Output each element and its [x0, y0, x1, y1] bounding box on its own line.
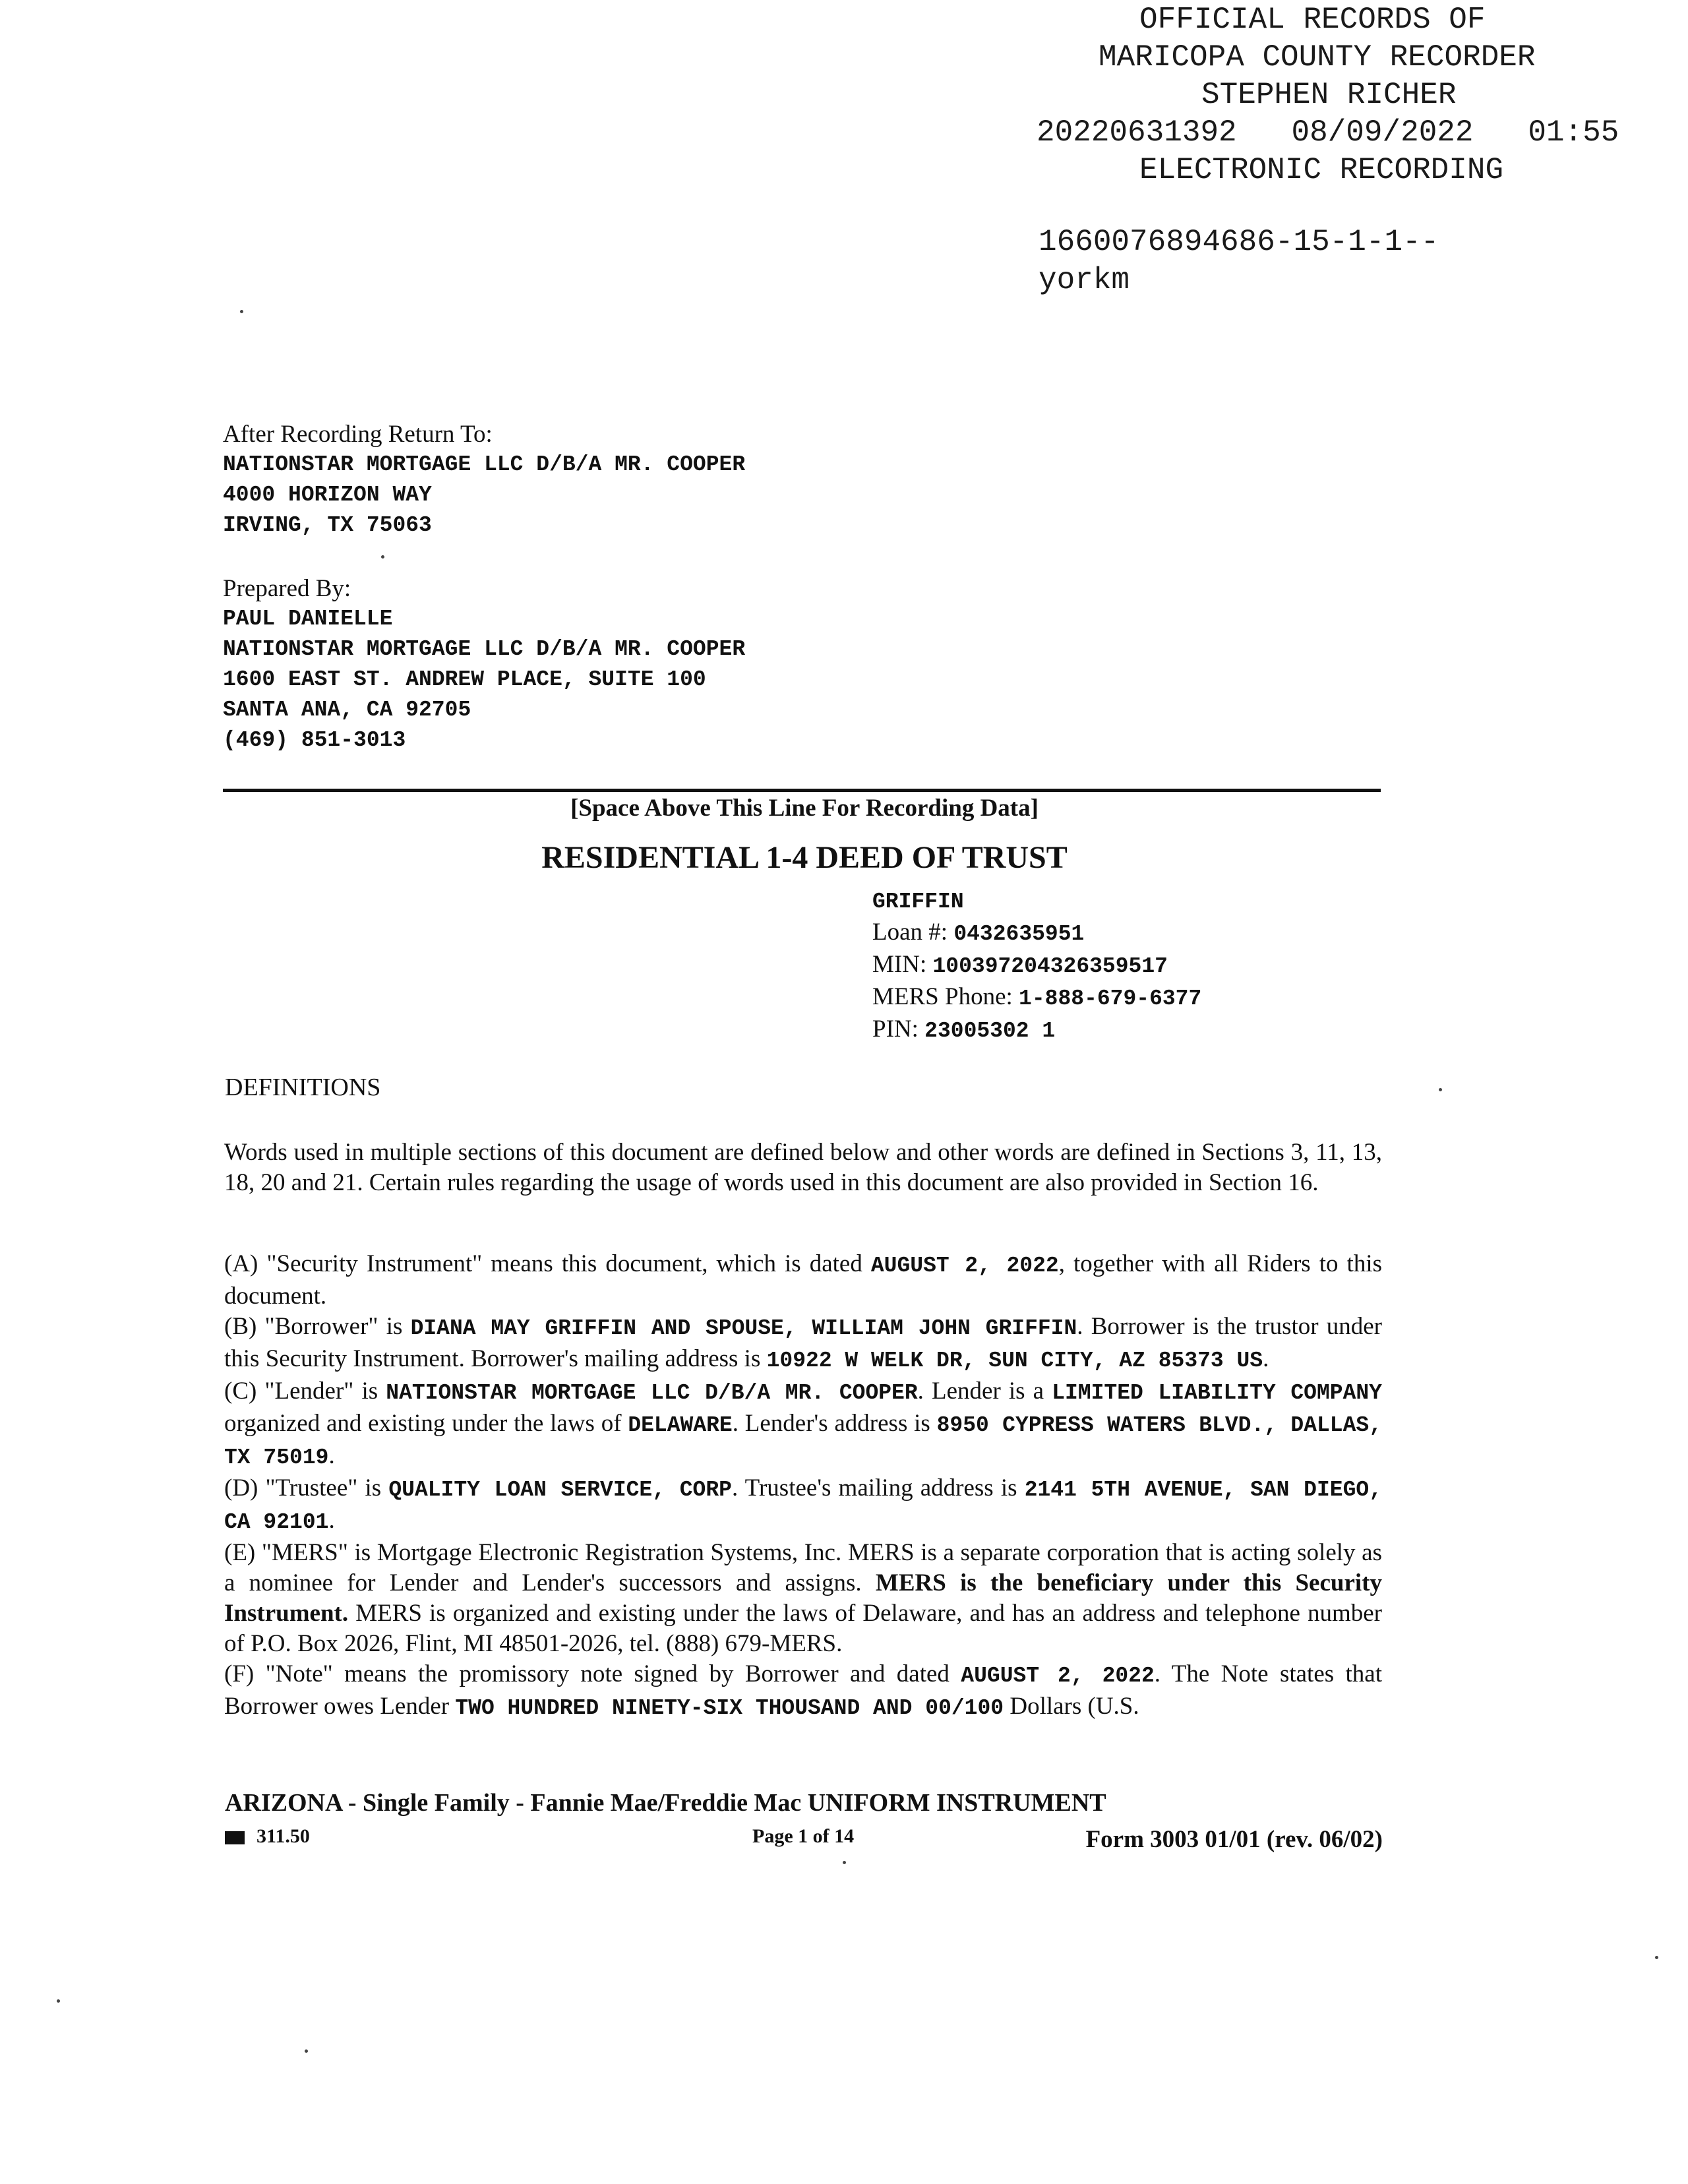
- scan-speck: [1655, 1956, 1658, 1959]
- definitions-heading: DEFINITIONS: [225, 1074, 381, 1101]
- definition-d: (D) "Trustee" is QUALITY LOAN SERVICE, CORP. Trustee's mailing address is 2141 5TH AVENUE, SAN DIEGO, CA 92101.: [224, 1474, 1382, 1534]
- scan-speck: [57, 1999, 60, 2003]
- loan-info-block: [872, 887, 1201, 1046]
- prepared-by-address1: 1600 EAST ST. ANDREW PLACE, SUITE 100: [223, 667, 706, 692]
- mers-phone-row: [872, 982, 1201, 1014]
- recorder-line-2: MARICOPA COUNTY RECORDER: [1099, 40, 1536, 75]
- form-number: Form 3003 01/01 (rev. 06/02): [1085, 1826, 1383, 1853]
- prepared-by-label: Prepared By:: [223, 575, 351, 602]
- pin-value: 23005302 1: [924, 1019, 1056, 1043]
- definition-f: (F) "Note" means the promissory note signed by Borrower and dated AUGUST 2, 2022. The Note states that Borrower owes Lender TWO HUNDRED NINETY-SIX THOUSAND AND 00/100 Dollars (U.S.: [224, 1660, 1382, 1720]
- return-to-label: After Recording Return To:: [223, 421, 493, 448]
- prepared-by-phone: (469) 851-3013: [223, 728, 406, 752]
- prepared-by-address2: SANTA ANA, CA 92705: [223, 698, 471, 722]
- recording-id: [1039, 223, 1439, 299]
- form-logo-icon: [225, 1831, 245, 1844]
- definitions-intro: Words used in multiple sections of this document are defined below and other words are defined in Sections 3, 11, 13, 18, 20 and 21. Certain rules regarding the usage of words used in this document are also provided in Section 16.: [224, 1139, 1382, 1196]
- prepared-by-person: PAUL DANIELLE: [223, 607, 393, 631]
- scan-speck: [240, 310, 243, 313]
- loan-number-label: Loan #:: [872, 919, 948, 946]
- electronic-recording: ELECTRONIC RECORDING: [1139, 153, 1504, 187]
- prepared-by-company: NATIONSTAR MORTGAGE LLC D/B/A MR. COOPER: [223, 637, 746, 661]
- return-to-name: NATIONSTAR MORTGAGE LLC D/B/A MR. COOPER: [223, 452, 746, 477]
- recording-number-line: 20220631392 08/09/2022 01:55: [1037, 115, 1619, 150]
- space-note: [Space Above This Line For Recording Data]: [570, 795, 1039, 822]
- min-row: [872, 950, 1201, 982]
- definition-b: (B) "Borrower" is DIANA MAY GRIFFIN AND SPOUSE, WILLIAM JOHN GRIFFIN. Borrower is the trustor under this Security Instrument. Borrower's mailing address is 10922 W WELK DR, SUN CITY, AZ 85373 US.: [224, 1313, 1382, 1373]
- scan-speck: [305, 2049, 308, 2053]
- loan-number-value: 0432635951: [953, 922, 1085, 946]
- loan-borrower-name: GRIFFIN: [872, 890, 964, 914]
- footer-form-code: 311.50: [225, 1825, 256, 1848]
- definition-a: (A) "Security Instrument" means this document, which is dated AUGUST 2, 2022, together with all Riders to this document.: [224, 1250, 1383, 1310]
- pin-row: [872, 1014, 1201, 1046]
- scan-speck: [843, 1861, 846, 1864]
- page-number: Page 1 of 14: [752, 1825, 855, 1847]
- prepared-by-block: [223, 574, 745, 756]
- loan-number-row: [872, 917, 1201, 950]
- mers-phone-label: MERS Phone:: [872, 983, 1013, 1010]
- return-to-block: [223, 419, 745, 541]
- return-to-address2: IRVING, TX 75063: [223, 513, 432, 537]
- recording-id-line-2: yorkm: [1039, 263, 1130, 297]
- scan-speck: [1439, 1088, 1442, 1091]
- definitions-list: [224, 1249, 1382, 1724]
- recorder-line-1: OFFICIAL RECORDS OF: [1139, 3, 1486, 37]
- definition-e: (E) "MERS" is Mortgage Electronic Registration Systems, Inc. MERS is a separate corporation that is acting solely as a nominee for Lender and Lender's successors and assigns. MERS is the beneficiary under this Security Instrument. MERS is organized and existing under the laws of Delaware, and has an address and telephone number of P.O. Box 2026, Flint, MI 48501-2026, tel. (888) 679-MERS.: [224, 1539, 1383, 1657]
- recorder-line-3: STEPHEN RICHER: [1201, 78, 1457, 112]
- definition-c: (C) "Lender" is NATIONSTAR MORTGAGE LLC D/B/A MR. COOPER. Lender is a LIMITED LIABILITY COMPANY organized and existing under the laws of DELAWARE. Lender's address is 8950 CYPRESS WATERS BLVD., DALLAS, TX 75019.: [224, 1378, 1383, 1470]
- footer-instrument-title: ARIZONA - Single Family - Fannie Mae/Freddie Mac UNIFORM INSTRUMENT: [225, 1789, 1106, 1817]
- recorder-stamp: [1037, 1, 1670, 189]
- scan-speck: [381, 555, 384, 559]
- mers-phone-value: 1-888-679-6377: [1019, 986, 1202, 1011]
- footer-line: [225, 1825, 1383, 1852]
- document-title: RESIDENTIAL 1-4 DEED OF TRUST: [541, 840, 1068, 875]
- min-label: MIN:: [872, 951, 927, 978]
- recording-id-line-1: 1660076894686-15-1-1--: [1039, 225, 1439, 259]
- return-to-address1: 4000 HORIZON WAY: [223, 483, 432, 507]
- recording-divider: [223, 789, 1381, 792]
- min-value: 100397204326359517: [932, 954, 1168, 979]
- pin-label: PIN:: [872, 1016, 919, 1043]
